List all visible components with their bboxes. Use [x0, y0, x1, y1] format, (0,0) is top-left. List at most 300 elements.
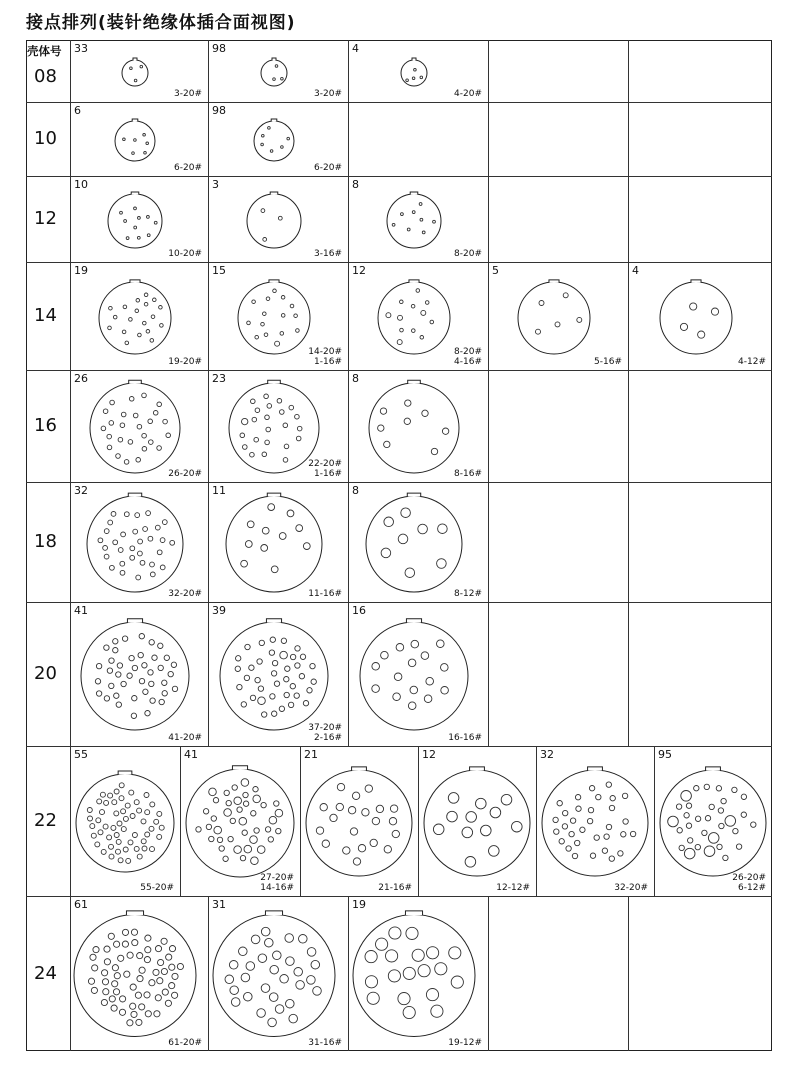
- contact-cavity: [412, 211, 415, 214]
- contact-cavity: [271, 671, 276, 676]
- contact-spec-label: [168, 249, 202, 259]
- contact-cavity: [229, 961, 238, 970]
- contact-cavity: [268, 504, 275, 511]
- insert-cell: [348, 896, 488, 1051]
- contact-cavity: [275, 341, 280, 346]
- contact-cavity: [122, 636, 127, 641]
- arrangement-number: 4: [352, 42, 359, 55]
- contact-cavity: [320, 804, 327, 811]
- column-divider: [628, 482, 629, 602]
- contact-cavity: [164, 655, 169, 660]
- polarizing-key: [691, 280, 701, 283]
- contact-cavity: [245, 644, 250, 649]
- contact-spec-line: 14-20#: [308, 347, 342, 357]
- contact-spec-label: [594, 357, 622, 367]
- contact-cavity: [539, 301, 544, 306]
- arrangement-number: 12: [422, 748, 436, 761]
- contact-cavity: [118, 437, 123, 442]
- contact-cavity: [130, 67, 133, 70]
- shell-size-18: 18: [34, 531, 57, 552]
- contact-cavity: [242, 830, 247, 835]
- arrangement-number: 95: [658, 748, 672, 761]
- contact-cavity: [144, 152, 147, 155]
- contact-cavity: [111, 512, 116, 517]
- insert-outline: [229, 383, 319, 473]
- contact-cavity: [372, 685, 380, 693]
- contact-cavity: [121, 532, 126, 537]
- contact-cavity: [113, 639, 118, 644]
- contact-cavity: [266, 297, 270, 301]
- contact-cavity: [289, 405, 294, 410]
- contact-cavity: [157, 550, 162, 555]
- contact-cavity: [563, 293, 568, 298]
- contact-spec-line: 14-16#: [260, 883, 294, 893]
- contact-cavity: [465, 857, 476, 868]
- contact-cavity: [150, 698, 155, 703]
- contact-cavity: [281, 638, 286, 643]
- arrangement-number: 4: [632, 264, 639, 277]
- insert-cell: [348, 176, 488, 262]
- insert-cell: [70, 176, 208, 262]
- contact-cavity: [203, 809, 208, 814]
- contact-cavity: [721, 798, 726, 803]
- contact-cavity: [272, 711, 277, 716]
- contact-cavity: [250, 695, 255, 700]
- contact-cavity: [400, 300, 404, 304]
- contact-cavity: [604, 834, 609, 839]
- contact-cavity: [130, 1003, 136, 1009]
- contact-cavity: [575, 840, 580, 845]
- contact-cavity: [588, 807, 593, 812]
- contact-cavity: [372, 663, 380, 671]
- contact-cavity: [137, 424, 142, 429]
- contact-cavity: [336, 803, 343, 810]
- contact-spec-label: [308, 347, 342, 367]
- contact-cavity: [124, 460, 129, 465]
- contact-cavity: [623, 819, 628, 824]
- contact-cavity: [145, 711, 150, 716]
- contact-spec-label: [168, 733, 202, 743]
- arrangement-number: 26: [74, 372, 88, 385]
- arrangement-number: 19: [74, 264, 88, 277]
- insert-outline: [542, 770, 648, 876]
- contact-cavity: [709, 804, 714, 809]
- arrangement-number: 10: [74, 178, 88, 191]
- contact-cavity: [294, 693, 299, 698]
- contact-cavity: [214, 826, 222, 834]
- contact-cavity: [732, 787, 737, 792]
- contact-cavity: [155, 995, 161, 1001]
- arrangement-number: 33: [74, 42, 88, 55]
- contact-cavity: [283, 458, 288, 463]
- contact-cavity: [109, 844, 114, 849]
- contact-cavity: [244, 845, 252, 853]
- shell-size-08: 08: [34, 66, 57, 87]
- contact-cavity: [283, 423, 288, 428]
- contact-spec-label: [314, 163, 342, 173]
- insert-outline: [108, 194, 162, 248]
- column-divider: [488, 102, 489, 176]
- contact-cavity: [219, 846, 224, 851]
- contact-cavity: [405, 400, 411, 406]
- contact-cavity: [117, 821, 122, 826]
- contact-cavity: [268, 127, 271, 130]
- contact-cavity: [274, 681, 279, 686]
- contact-cavity: [100, 810, 105, 815]
- contact-cavity: [217, 837, 222, 842]
- contact-cavity: [414, 69, 417, 72]
- contact-cavity: [155, 946, 161, 952]
- contact-cavity: [88, 816, 93, 821]
- contact-cavity: [290, 684, 295, 689]
- contact-cavity: [258, 954, 267, 963]
- contact-cavity: [116, 672, 121, 677]
- contact-cavity: [206, 824, 211, 829]
- contact-cavity: [741, 794, 746, 799]
- contact-cavity: [116, 454, 121, 459]
- contact-cavity: [160, 538, 165, 543]
- contact-cavity: [352, 792, 359, 799]
- contact-cavity: [684, 813, 689, 818]
- contact-cavity: [129, 397, 134, 402]
- arrangement-number: 98: [212, 42, 226, 55]
- arrangement-number: 3: [212, 178, 219, 191]
- contact-cavity: [275, 809, 283, 817]
- contact-cavity: [481, 825, 492, 836]
- contact-cavity: [90, 824, 95, 829]
- contact-cavity: [119, 783, 124, 788]
- contact-cavity: [422, 231, 425, 234]
- contact-cavity: [587, 818, 592, 823]
- contact-cavity: [91, 833, 96, 838]
- insert-cell: [300, 746, 418, 896]
- column-divider: [488, 176, 489, 262]
- contact-cavity: [104, 696, 109, 701]
- contact-cavity: [132, 833, 137, 838]
- arrangement-number: 21: [304, 748, 318, 761]
- contact-cavity: [258, 686, 263, 691]
- polarizing-key: [407, 493, 420, 496]
- contact-cavity: [365, 976, 377, 988]
- contact-cavity: [466, 812, 477, 823]
- contact-cavity: [422, 410, 428, 416]
- contact-cavity: [350, 828, 357, 835]
- contact-cavity: [111, 1005, 117, 1011]
- contact-cavity: [155, 525, 160, 530]
- contact-cavity: [153, 411, 158, 416]
- contact-cavity: [100, 792, 105, 797]
- contact-cavity: [278, 216, 282, 220]
- insert-outline: [424, 770, 530, 876]
- contact-cavity: [717, 844, 722, 849]
- contact-cavity: [136, 575, 141, 580]
- contact-cavity: [110, 400, 115, 405]
- shell-size-12: 12: [34, 208, 57, 229]
- contact-cavity: [388, 970, 400, 982]
- contact-cavity: [154, 1011, 160, 1017]
- contact-cavity: [688, 838, 693, 843]
- contact-cavity: [536, 329, 541, 334]
- contact-cavity: [451, 976, 463, 988]
- contact-cavity: [684, 848, 695, 859]
- contact-cavity: [108, 793, 113, 798]
- contact-cavity: [107, 434, 112, 439]
- contact-cavity: [157, 402, 162, 407]
- contact-cavity: [152, 655, 157, 660]
- contact-cavity: [566, 846, 571, 851]
- contact-cavity: [289, 1014, 298, 1023]
- contact-cavity: [163, 419, 168, 424]
- insert-outline: [401, 60, 427, 86]
- insert-cell: [348, 262, 488, 370]
- contact-cavity: [313, 987, 322, 996]
- contact-cavity: [299, 935, 308, 944]
- contact-cavity: [273, 289, 277, 293]
- insert-outline: [226, 496, 322, 592]
- contact-cavity: [403, 1006, 415, 1018]
- arrangement-number: 5: [492, 264, 499, 277]
- contact-cavity: [392, 830, 399, 837]
- contact-spec-line: 3-20#: [174, 89, 202, 99]
- contact-cavity: [596, 794, 601, 799]
- contact-cavity: [281, 296, 285, 300]
- contact-spec-line: 4-12#: [738, 357, 766, 367]
- contact-cavity: [107, 835, 112, 840]
- contact-cavity: [723, 855, 728, 860]
- contact-cavity: [296, 329, 300, 333]
- insert-outline: [87, 496, 183, 592]
- contact-cavity: [145, 832, 150, 837]
- contact-cavity: [104, 529, 109, 534]
- contact-cavity: [232, 785, 237, 790]
- insert-outline: [366, 496, 462, 592]
- contact-cavity: [135, 513, 140, 518]
- contact-cavity: [132, 665, 137, 670]
- contact-cavity: [136, 299, 140, 303]
- contact-cavity: [110, 565, 115, 570]
- contact-cavity: [559, 839, 564, 844]
- contact-cavity: [418, 524, 428, 534]
- contact-cavity: [92, 965, 98, 971]
- contact-cavity: [294, 968, 303, 977]
- contact-cavity: [104, 800, 109, 805]
- contact-cavity: [285, 666, 290, 671]
- contact-cavity: [237, 807, 242, 812]
- contact-spec-label: [260, 873, 294, 893]
- polarizing-key: [127, 619, 142, 623]
- contact-spec-label: [174, 89, 202, 99]
- contact-cavity: [121, 809, 126, 814]
- contact-cavity: [416, 289, 420, 293]
- contact-cavity: [168, 671, 173, 676]
- contact-cavity: [421, 310, 426, 315]
- contact-cavity: [109, 306, 113, 310]
- contact-cavity: [122, 941, 128, 947]
- contact-spec-label: [174, 163, 202, 173]
- contact-cavity: [281, 146, 284, 149]
- contact-cavity: [269, 993, 278, 1002]
- polarizing-key: [470, 767, 485, 771]
- arrangement-number: 19: [352, 898, 366, 911]
- contact-cavity: [311, 960, 320, 969]
- contact-cavity: [288, 702, 293, 707]
- contact-cavity: [124, 220, 127, 223]
- polarizing-key: [268, 380, 281, 383]
- contact-cavity: [437, 559, 447, 569]
- contact-cavity: [251, 857, 259, 865]
- contact-cavity: [512, 821, 523, 832]
- contact-cavity: [462, 827, 473, 838]
- contact-cavity: [386, 950, 398, 962]
- contact-cavity: [430, 320, 434, 324]
- contact-cavity: [150, 562, 155, 567]
- contact-cavity: [433, 220, 436, 223]
- contact-cavity: [686, 823, 691, 828]
- arrangement-number: 41: [184, 748, 198, 761]
- insert-cell: [418, 746, 536, 896]
- contact-cavity: [403, 967, 415, 979]
- contact-cavity: [230, 986, 239, 995]
- contact-cavity: [96, 663, 101, 668]
- contact-cavity: [166, 433, 171, 438]
- insert-outline: [261, 60, 287, 86]
- contact-spec-line: 27-20#: [260, 873, 294, 883]
- shell-size-header: 壳体号: [27, 44, 62, 58]
- contact-cavity: [254, 437, 259, 442]
- contact-spec-label: [448, 1038, 482, 1048]
- contact-cavity: [668, 816, 679, 827]
- contact-cavity: [236, 656, 241, 661]
- contact-cavity: [294, 314, 298, 318]
- contact-cavity: [146, 511, 151, 516]
- contact-cavity: [681, 791, 692, 802]
- contact-cavity: [131, 1011, 137, 1017]
- contact-cavity: [277, 399, 282, 404]
- contact-cavity: [130, 814, 135, 819]
- contact-cavity: [144, 793, 149, 798]
- contact-cavity: [172, 686, 177, 691]
- polarizing-key: [267, 493, 280, 496]
- contact-cavity: [262, 452, 267, 457]
- column-divider: [628, 40, 629, 102]
- contact-cavity: [137, 808, 142, 813]
- page-title: 接点排列(装针绝缘体插合面视图): [26, 13, 296, 33]
- insert-cell: [70, 40, 208, 102]
- contact-cavity: [261, 209, 265, 213]
- contact-spec-line: 55-20#: [140, 883, 174, 893]
- contact-cavity: [420, 76, 423, 79]
- contact-cavity: [270, 150, 273, 153]
- contact-cavity: [310, 663, 315, 668]
- contact-cavity: [431, 448, 437, 454]
- contact-cavity: [286, 999, 295, 1008]
- contact-cavity: [401, 508, 411, 518]
- contact-cavity: [270, 965, 279, 974]
- contact-cavity: [128, 840, 133, 845]
- contact-cavity: [224, 790, 229, 795]
- contact-cavity: [234, 797, 242, 805]
- contact-cavity: [589, 786, 594, 791]
- contact-spec-label: [448, 733, 482, 743]
- contact-cavity: [307, 948, 316, 957]
- contact-spec-label: [496, 883, 530, 893]
- contact-cavity: [97, 799, 102, 804]
- contact-cavity: [264, 333, 268, 337]
- contact-cavity: [311, 679, 316, 684]
- contact-cavity: [412, 329, 416, 333]
- contact-cavity: [119, 1009, 125, 1015]
- contact-cavity: [280, 975, 289, 984]
- contact-cavity: [610, 796, 615, 801]
- contact-cavity: [95, 679, 100, 684]
- contact-cavity: [365, 785, 372, 792]
- insert-face-drawing: [70, 370, 208, 482]
- insert-cell: [208, 482, 348, 602]
- contact-cavity: [134, 79, 137, 82]
- contact-cavity: [138, 217, 141, 220]
- contact-cavity: [146, 142, 149, 145]
- polarizing-key: [130, 280, 140, 283]
- contact-cavity: [303, 543, 310, 550]
- contact-cavity: [241, 973, 250, 982]
- insert-face-drawing: [348, 896, 488, 1051]
- polarizing-key: [706, 767, 721, 771]
- contact-spec-line: 8-20#: [454, 249, 482, 259]
- contact-cavity: [489, 846, 500, 857]
- insert-face-drawing: [628, 262, 772, 370]
- contact-cavity: [279, 706, 284, 711]
- contact-cavity: [251, 935, 260, 944]
- contact-cavity: [563, 810, 568, 815]
- shell-size-20: 20: [34, 663, 57, 684]
- insert-cell: [70, 262, 208, 370]
- contact-spec-line: 4-16#: [454, 357, 482, 367]
- contact-cavity: [134, 800, 139, 805]
- contact-cavity: [300, 654, 305, 659]
- contact-cavity: [708, 833, 719, 844]
- polarizing-key: [352, 767, 367, 771]
- contact-cavity: [695, 816, 700, 821]
- contact-cavity: [134, 226, 137, 229]
- contact-cavity: [426, 989, 438, 1001]
- contact-cavity: [240, 855, 245, 860]
- contact-cavity: [125, 341, 129, 345]
- contact-cavity: [420, 336, 424, 340]
- contact-cavity: [134, 139, 137, 142]
- arrangement-number: 16: [352, 604, 366, 617]
- shell-size-24: 24: [34, 962, 57, 984]
- contact-cavity: [138, 551, 143, 556]
- contact-cavity: [112, 981, 118, 987]
- contact-cavity: [378, 425, 384, 431]
- contact-spec-label: [454, 89, 482, 99]
- contact-cavity: [389, 927, 401, 939]
- contact-cavity: [449, 947, 461, 959]
- contact-cavity: [295, 414, 300, 419]
- contact-cavity: [112, 965, 118, 971]
- contact-spec-line: 37-20#: [308, 723, 342, 733]
- contact-cavity: [386, 313, 391, 318]
- contact-cavity: [123, 138, 126, 141]
- contact-cavity: [407, 228, 410, 231]
- contact-cavity: [367, 992, 379, 1004]
- column-divider: [628, 176, 629, 262]
- insert-face-drawing: [418, 746, 536, 896]
- contact-cavity: [117, 663, 122, 668]
- contact-cavity: [136, 1019, 142, 1025]
- contact-cavity: [303, 701, 308, 706]
- contact-cavity: [575, 795, 580, 800]
